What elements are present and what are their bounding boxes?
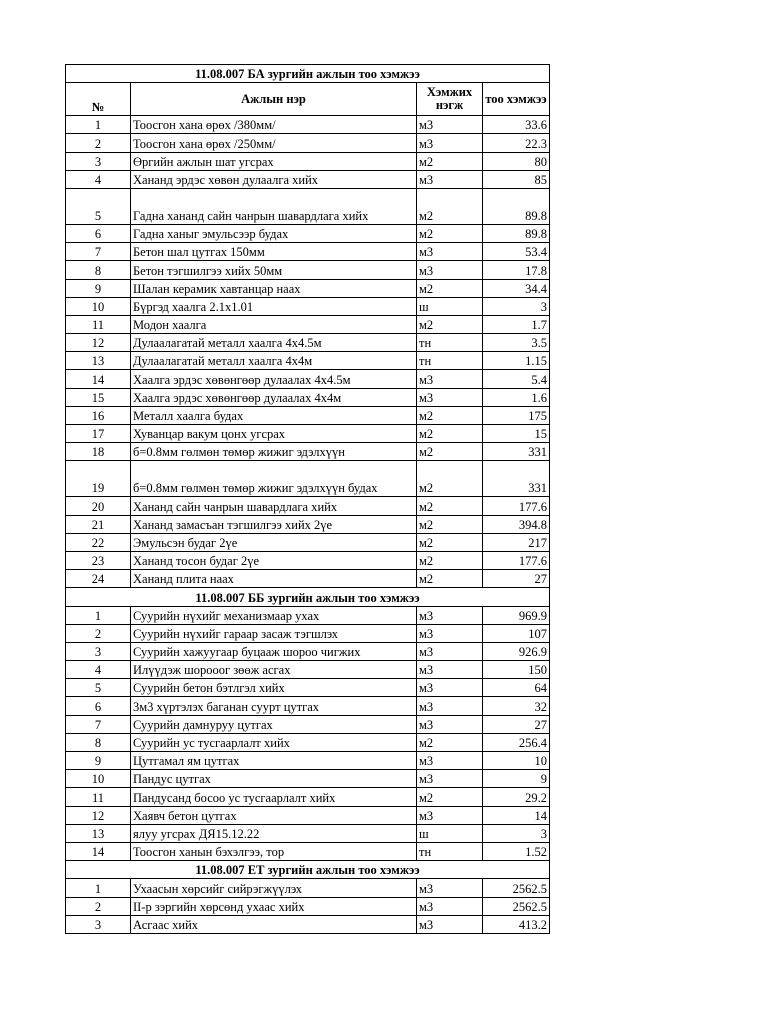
quantity: 331	[483, 443, 550, 461]
row-number: 6	[66, 224, 131, 242]
row-number: 1	[66, 879, 131, 897]
quantity: 29.2	[483, 788, 550, 806]
work-name: Пандусанд босоо ус тусгаарлалт хийх	[131, 788, 417, 806]
row-number: 9	[66, 279, 131, 297]
table-row	[66, 388, 550, 406]
quantity: 2562.5	[483, 879, 550, 897]
work-name: Модон хаалга	[131, 315, 417, 333]
row-number: 11	[66, 315, 131, 333]
table-row	[66, 134, 550, 152]
unit: тн	[417, 334, 483, 352]
row-number: 14	[66, 842, 131, 860]
work-name: Суурийн дамнуруу цутгах	[131, 715, 417, 733]
unit: м3	[417, 261, 483, 279]
quantity: 27	[483, 570, 550, 588]
table-row	[66, 152, 550, 170]
row-number: 7	[66, 715, 131, 733]
table-row	[66, 116, 550, 134]
quantity: 3.5	[483, 334, 550, 352]
table-row	[66, 461, 550, 497]
quantity: 413.2	[483, 915, 550, 933]
column-header-row	[66, 83, 550, 116]
unit: м2	[417, 551, 483, 569]
quantity: 177.6	[483, 551, 550, 569]
work-name: Илүүдэж шорооог зөөж асгах	[131, 661, 417, 679]
row-number: 6	[66, 697, 131, 715]
unit: м3	[417, 370, 483, 388]
row-number: 8	[66, 733, 131, 751]
table-row	[66, 170, 550, 188]
section-title: 11.08.007 ББ зургийн ажлын тоо хэмжээ	[66, 588, 550, 606]
table-row	[66, 752, 550, 770]
quantity: 969.9	[483, 606, 550, 624]
work-name: Хаалга эрдэс хөвөнгөөр дулаалах 4х4.5м	[131, 370, 417, 388]
table-row	[66, 315, 550, 333]
unit: м2	[417, 443, 483, 461]
unit: м2	[417, 533, 483, 551]
work-name: Хуванцар вакум цонх угсрах	[131, 425, 417, 443]
work-name: Дулаалагатай металл хаалга 4х4.5м	[131, 334, 417, 352]
table-row	[66, 788, 550, 806]
table-row	[66, 515, 550, 533]
row-number: 9	[66, 752, 131, 770]
work-name: Суурийн хажуугаар буцааж шороо чигжих	[131, 642, 417, 660]
quantity: 1.7	[483, 315, 550, 333]
quantity: 14	[483, 806, 550, 824]
quantity: 217	[483, 533, 550, 551]
quantity: 926.9	[483, 642, 550, 660]
quantity: 9	[483, 770, 550, 788]
work-name: Хананд замасъан тэгшилгээ хийх 2үе	[131, 515, 417, 533]
row-number: 16	[66, 406, 131, 424]
table-row	[66, 915, 550, 933]
quantity: 89.8	[483, 188, 550, 224]
work-name: Хананд эрдэс хөвөн дулаалга хийх	[131, 170, 417, 188]
work-name: Өргийн ажлын шат угсрах	[131, 152, 417, 170]
work-name: Хаявч бетон цутгах	[131, 806, 417, 824]
row-number: 24	[66, 570, 131, 588]
unit: м3	[417, 624, 483, 642]
work-name: Цутгамал ям цутгах	[131, 752, 417, 770]
row-number: 12	[66, 334, 131, 352]
work-name: Тоосгон хана өрөх /250мм/	[131, 134, 417, 152]
row-number: 3	[66, 152, 131, 170]
table-row	[66, 425, 550, 443]
work-name: б=0.8мм гөлмөн төмөр жижиг эдэлхүүн будах	[131, 461, 417, 497]
unit: м3	[417, 806, 483, 824]
row-number: 23	[66, 551, 131, 569]
unit: м3	[417, 243, 483, 261]
unit: м2	[417, 733, 483, 751]
work-name: Шалан керамик хавтанцар наах	[131, 279, 417, 297]
quantity: 256.4	[483, 733, 550, 751]
quantity: 1.15	[483, 352, 550, 370]
unit: м2	[417, 315, 483, 333]
work-name: Эмульсэн будаг 2үе	[131, 533, 417, 551]
quantity: 3	[483, 297, 550, 315]
work-name: Хананд плита наах	[131, 570, 417, 588]
row-number: 19	[66, 461, 131, 497]
section-title-row	[66, 861, 550, 879]
work-name: Металл хаалга будах	[131, 406, 417, 424]
section-title-row	[66, 65, 550, 83]
unit: м2	[417, 461, 483, 497]
quantity: 22.3	[483, 134, 550, 152]
table-row	[66, 406, 550, 424]
table-row	[66, 879, 550, 897]
table-row	[66, 497, 550, 515]
unit: м3	[417, 752, 483, 770]
table-row	[66, 297, 550, 315]
unit: м3	[417, 642, 483, 660]
work-name: Гадна ханыг эмульсээр будах	[131, 224, 417, 242]
row-number: 7	[66, 243, 131, 261]
work-name: ялуу угсрах ДЯ15.12.22	[131, 824, 417, 842]
section-title: 11.08.007 БА зургийн ажлын тоо хэмжээ	[66, 65, 550, 83]
table-row	[66, 370, 550, 388]
table-row	[66, 733, 550, 751]
table-row	[66, 661, 550, 679]
unit: м3	[417, 915, 483, 933]
work-name: Хаалга эрдэс хөвөнгөөр дулаалах 4х4м	[131, 388, 417, 406]
row-number: 3	[66, 915, 131, 933]
quantity: 80	[483, 152, 550, 170]
table-row	[66, 679, 550, 697]
work-name: 3м3 хүртэлэх баганан суурт цутгах	[131, 697, 417, 715]
quantity: 53.4	[483, 243, 550, 261]
table-row	[66, 261, 550, 279]
quantity: 85	[483, 170, 550, 188]
table-row	[66, 770, 550, 788]
unit: м2	[417, 279, 483, 297]
table-row	[66, 533, 550, 551]
row-number: 8	[66, 261, 131, 279]
row-number: 4	[66, 661, 131, 679]
work-quantity-table	[65, 64, 550, 934]
unit: м3	[417, 170, 483, 188]
unit: м3	[417, 679, 483, 697]
quantity: 33.6	[483, 116, 550, 134]
row-number: 13	[66, 352, 131, 370]
table-row	[66, 842, 550, 860]
unit: м3	[417, 388, 483, 406]
header-unit: Хэмжих нэгж	[417, 83, 483, 116]
work-name: Суурийн нүхийг механизмаар ухах	[131, 606, 417, 624]
quantity: 175	[483, 406, 550, 424]
table-row	[66, 806, 550, 824]
unit: ш	[417, 297, 483, 315]
table-row	[66, 715, 550, 733]
table-row	[66, 642, 550, 660]
table-row	[66, 570, 550, 588]
work-name: Тоосгон ханын бэхэлгээ, тор	[131, 842, 417, 860]
quantity: 34.4	[483, 279, 550, 297]
work-name: Хананд сайн чанрын шавардлага хийх	[131, 497, 417, 515]
row-number: 5	[66, 188, 131, 224]
unit: м2	[417, 425, 483, 443]
quantity: 1.52	[483, 842, 550, 860]
unit: м3	[417, 661, 483, 679]
header-qty: тоо хэмжээ	[483, 83, 550, 116]
unit: м2	[417, 497, 483, 515]
row-number: 17	[66, 425, 131, 443]
quantity: 17.8	[483, 261, 550, 279]
quantity: 331	[483, 461, 550, 497]
row-number: 1	[66, 606, 131, 624]
work-name: Пандус цутгах	[131, 770, 417, 788]
work-name: Хананд тосон будаг 2үе	[131, 551, 417, 569]
row-number: 5	[66, 679, 131, 697]
unit: ш	[417, 824, 483, 842]
work-name: Суурийн ус тусгаарлалт хийх	[131, 733, 417, 751]
quantity: 150	[483, 661, 550, 679]
row-number: 4	[66, 170, 131, 188]
work-name: Дулаалагатай металл хаалга 4х4м	[131, 352, 417, 370]
row-number: 11	[66, 788, 131, 806]
row-number: 13	[66, 824, 131, 842]
work-name: Бүргэд хаалга 2.1x1.01	[131, 297, 417, 315]
work-name: Асгаас хийх	[131, 915, 417, 933]
row-number: 22	[66, 533, 131, 551]
work-name: Бетон шал цутгах 150мм	[131, 243, 417, 261]
quantity: 89.8	[483, 224, 550, 242]
quantity: 3	[483, 824, 550, 842]
table-row	[66, 551, 550, 569]
quantity: 32	[483, 697, 550, 715]
work-name: б=0.8мм гөлмөн төмөр жижиг эдэлхүүн	[131, 443, 417, 461]
header-no: №	[66, 83, 131, 116]
quantity: 107	[483, 624, 550, 642]
unit: м2	[417, 570, 483, 588]
row-number: 20	[66, 497, 131, 515]
unit: м3	[417, 897, 483, 915]
quantity: 2562.5	[483, 897, 550, 915]
section-title: 11.08.007 ЕТ зургийн ажлын тоо хэмжээ	[66, 861, 550, 879]
unit: тн	[417, 352, 483, 370]
unit: м3	[417, 770, 483, 788]
row-number: 10	[66, 297, 131, 315]
table-body	[66, 65, 550, 934]
quantity: 15	[483, 425, 550, 443]
table-row	[66, 224, 550, 242]
table-row	[66, 606, 550, 624]
table-row	[66, 188, 550, 224]
row-number: 10	[66, 770, 131, 788]
work-name: II-р зэргийн хөрсөнд ухаас хийх	[131, 897, 417, 915]
table-row	[66, 897, 550, 915]
table-row	[66, 443, 550, 461]
quantity: 10	[483, 752, 550, 770]
header-name: Ажлын нэр	[131, 83, 417, 116]
unit: тн	[417, 842, 483, 860]
work-name: Гадна хананд сайн чанрын шавардлага хийх	[131, 188, 417, 224]
quantity: 177.6	[483, 497, 550, 515]
quantity: 64	[483, 679, 550, 697]
unit: м2	[417, 152, 483, 170]
row-number: 14	[66, 370, 131, 388]
row-number: 2	[66, 897, 131, 915]
unit: м3	[417, 606, 483, 624]
work-name: Бетон тэгшилгээ хийх 50мм	[131, 261, 417, 279]
unit: м2	[417, 788, 483, 806]
quantity: 27	[483, 715, 550, 733]
work-name: Ухаасын хөрсийг сийрэгжүүлэх	[131, 879, 417, 897]
row-number: 18	[66, 443, 131, 461]
work-name: Суурийн нүхийг гараар засаж тэгшлэх	[131, 624, 417, 642]
section-title-row	[66, 588, 550, 606]
row-number: 12	[66, 806, 131, 824]
unit: м3	[417, 134, 483, 152]
table-row	[66, 697, 550, 715]
table-row	[66, 279, 550, 297]
row-number: 2	[66, 624, 131, 642]
unit: м2	[417, 188, 483, 224]
unit: м3	[417, 697, 483, 715]
unit: м3	[417, 116, 483, 134]
unit: м2	[417, 406, 483, 424]
row-number: 2	[66, 134, 131, 152]
quantity: 394.8	[483, 515, 550, 533]
unit: м3	[417, 715, 483, 733]
work-name: Суурийн бетон бэтлгэл хийх	[131, 679, 417, 697]
unit: м2	[417, 224, 483, 242]
row-number: 15	[66, 388, 131, 406]
quantity: 1.6	[483, 388, 550, 406]
table-row	[66, 243, 550, 261]
row-number: 21	[66, 515, 131, 533]
table-row	[66, 334, 550, 352]
row-number: 3	[66, 642, 131, 660]
row-number: 1	[66, 116, 131, 134]
unit: м2	[417, 515, 483, 533]
table-row	[66, 624, 550, 642]
table-row	[66, 824, 550, 842]
table-row	[66, 352, 550, 370]
work-name: Тоосгон хана өрөх /380мм/	[131, 116, 417, 134]
quantity: 5.4	[483, 370, 550, 388]
unit: м3	[417, 879, 483, 897]
